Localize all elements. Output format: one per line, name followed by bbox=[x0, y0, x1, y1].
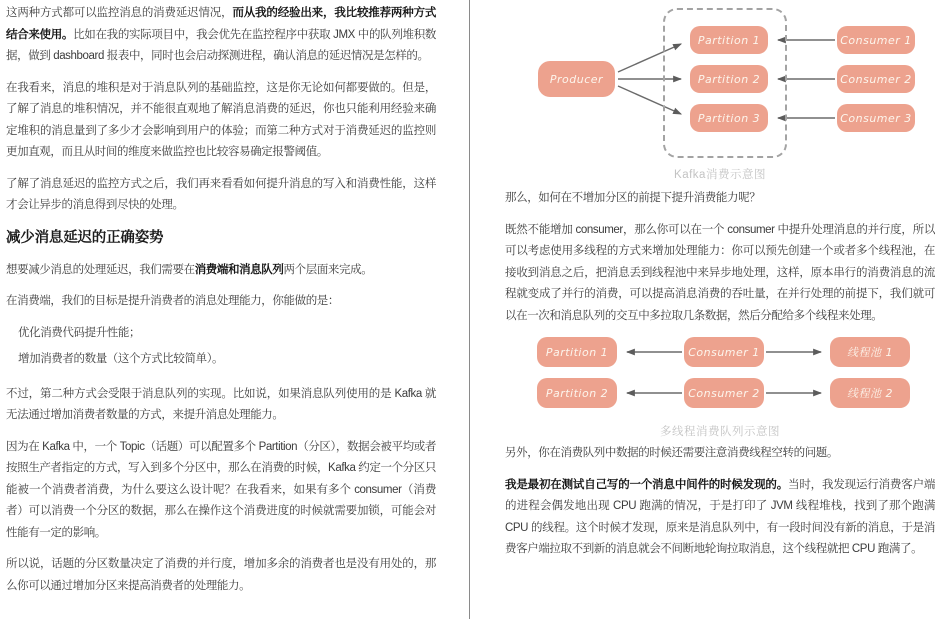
partition-node: Partition 3 bbox=[690, 104, 768, 132]
left-column bbox=[0, 0, 469, 607]
paragraph-idle-note: 另外，你在消费队列中数据的时候还需要注意消费线程空转的问题。 bbox=[505, 447, 838, 459]
list-item: 增加消费者的数量（这个方式比较简单）。 bbox=[18, 353, 224, 365]
paragraph-conclusion: 所以说，话题的分区数量决定了消费的并行度，增加多余的消费者也是没有用处的，那么你可以通过增加分区来提高消费者的处理能力。 bbox=[6, 558, 436, 592]
consumer-node: Consumer 1 bbox=[684, 337, 764, 367]
consumer-node: Consumer 2 bbox=[837, 65, 915, 93]
section-heading: 减少消息延迟的正确姿势 bbox=[6, 229, 164, 246]
consumer-node: Consumer 2 bbox=[684, 378, 764, 408]
partition-node: Partition 2 bbox=[537, 378, 617, 408]
partition-node: Partition 1 bbox=[690, 26, 768, 54]
paragraph-multithread: 既然不能增加 consumer，那么你可以在一个 consumer 中提升处理消息的并行度，所以可以考虑使用多线程的方式来增加处理能力：你可以预先创建一个或者多个线程池，在接收到消息之后，把消息丢到线程池中来异步地处理，这样，原本串行的消费消息的流程就变成了并行的消费，可以提高消息消费的吞吐量，在并行处理的前提下，我们就可以在一次和消息队列的交互中多拉取几条数据，然后分配给多个线程来处理。 bbox=[505, 223, 935, 322]
paragraph-question: 那么，如何在不增加分区的前提下提升消费能力呢？ bbox=[505, 192, 761, 204]
kafka-consume-diagram bbox=[505, 0, 935, 188]
partition-node: Partition 1 bbox=[537, 337, 617, 367]
paragraph-two-levels: 想要减少消息的处理延迟，我们需要在消费端和消息队列两个层面来完成。 bbox=[6, 263, 373, 276]
paragraph-transition: 了解了消息延迟的监控方式之后，我们再来看看如何提升消息的写入和消费性能，这样才会让异步的消息得到尽快的处理。 bbox=[6, 177, 436, 211]
paragraph-cpu-story: 我是最初在测试自己写的一个消息中间件的时候发现的。当时，我发现运行消费客户端的进程会偶发地出现 CPU 跑满的情况，于是打印了 JVM 线程堆栈，找到了那个跑满 CPU 的线程。这个时候才发现，原来是消息队列中，有一段时间没有新的消息，于是消费客户端拉取不到新的消息就会不间断地轮询拉取消息，这个线程就把 CPU 跑满了。 bbox=[505, 478, 935, 555]
paragraph-kafka-partition: 因为在 Kafka 中，一个 Topic（话题）可以配置多个 Partition（分区），数据会被平均或者按照生产者指定的方式，写入到多个分区中，那么在消费的时候，Kafka 约定一个分区只能被一个消费者消费，为什么要这么设计呢？在我看来，如果有多个 consumer（消费者）可以消费一个分区的数据，那么在操作这个消费进度的时候就需要加锁，可能会对性能有一定的影响。 bbox=[6, 440, 436, 539]
thread-pool-node: 线程池 2 bbox=[830, 378, 910, 408]
thread-pool-diagram bbox=[505, 337, 935, 443]
partition-node: Partition 2 bbox=[690, 65, 768, 93]
paragraph-stacking: 在我看来，消息的堆积是对于消息队列的基础监控，这是你无论如何都要做的。但是，了解了消息的堆积情况，并不能很直观地了解消息消费的延迟，你也只能利用经验来确定堆积的消息量到了多少才会影响到用户的体验；而第二种方式对于消费延迟的监控则更加直观，而且从时间的维度来做监控也比较容易确定报警阈值。 bbox=[6, 81, 436, 158]
list-item: 优化消费代码提升性能； bbox=[18, 326, 141, 339]
diagram-caption: 多线程消费队列示意图 bbox=[660, 426, 780, 438]
paragraph-limitation: 不过，第二种方式会受限于消息队列的实现。比如说，如果消息队列使用的是 Kafka 就无法通过增加消费者数量的方式，来提升消息处理能力。 bbox=[6, 387, 436, 421]
right-column bbox=[470, 0, 940, 571]
thread-pool-node: 线程池 1 bbox=[830, 337, 910, 367]
diagram-caption: Kafka消费示意图 bbox=[674, 169, 766, 181]
producer-node: Producer bbox=[538, 61, 615, 97]
paragraph-consumer-goal: 在消费端，我们的目标是提升消费者的消息处理能力，你能做的是： bbox=[6, 295, 339, 307]
consumer-node: Consumer 1 bbox=[837, 26, 915, 54]
bullet-list bbox=[6, 323, 436, 371]
paragraph-intro: 这两种方式都可以监控消息的消费延迟情况，而从我的经验出来，我比较推荐两种方式结合来使用。比如在我的实际项目中，我会优先在监控程序中获取 JMX 中的队列堆积数据，做到 dashboard 报表中，同时也会启动探测进程，确认消息的延迟情况是怎样的。 bbox=[6, 7, 436, 62]
consumer-node: Consumer 3 bbox=[837, 104, 915, 132]
